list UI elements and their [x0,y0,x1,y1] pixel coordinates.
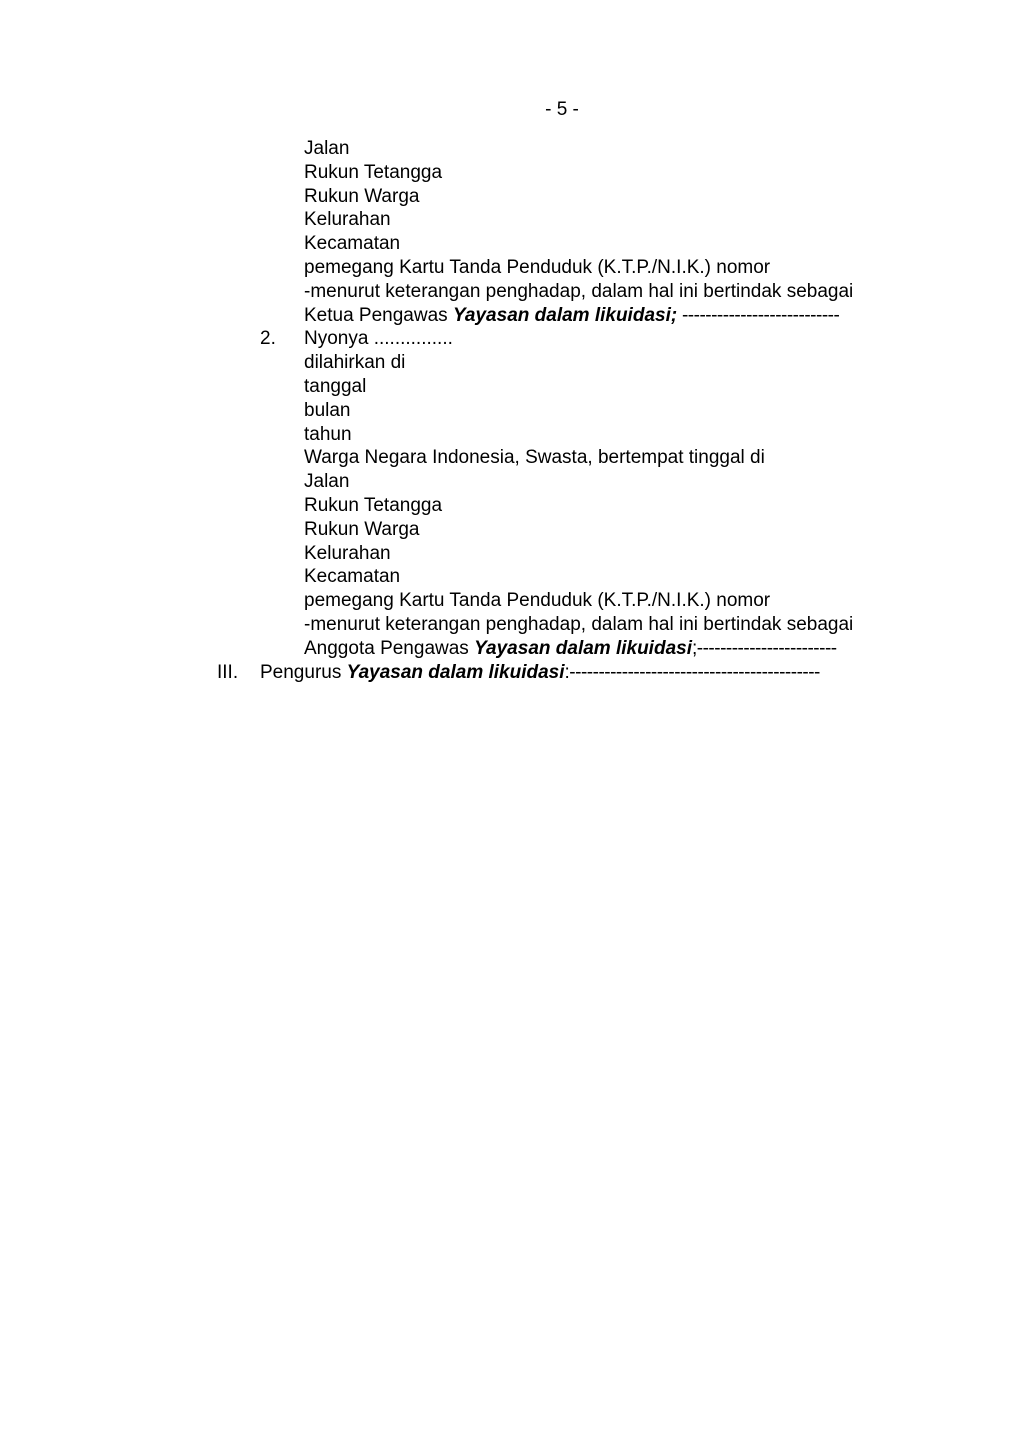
menurut-text: -menurut keterangan penghadap, dalam hal ini bertindak sebagai [304,613,854,635]
tanggal-label: tanggal [304,375,367,397]
birth-line [0,399,1024,423]
kelurahan-label: Kelurahan [304,209,391,231]
rukun-tetangga-label: Rukun Tetangga [304,161,443,183]
section-3-dashes: :------------------------------------------- [564,661,820,683]
role-prefix: Anggota Pengawas [304,637,475,659]
role-text [304,304,908,328]
document-body [0,137,1024,684]
address-line [0,208,1024,232]
page-number: - 5 - [545,99,579,120]
section-3-text [260,661,908,685]
section-3-bold: Yayasan dalam likuidasi [346,661,565,683]
address-line [0,137,1024,161]
menurut-line [0,280,1024,304]
ktp-text: pemegang Kartu Tanda Penduduk (K.T.P./N.I.K.) nomor [304,590,771,612]
role-prefix: Ketua Pengawas [304,304,453,326]
section-3-prefix: Pengurus [260,661,347,683]
item-2-number: 2. [260,328,276,350]
ktp-line [0,256,1024,280]
role-dashes: --------------------------- [677,304,840,326]
jalan-label: Jalan [304,138,350,159]
menurut-text: -menurut keterangan penghadap, dalam hal ini bertindak sebagai [304,280,854,302]
section-3-header [0,661,1024,685]
ktp-text: pemegang Kartu Tanda Penduduk (K.T.P./N.I.K.) nomor [304,256,771,278]
role-line [0,637,1024,661]
item-2-header [0,327,1024,351]
role-bold: Yayasan dalam likuidasi [474,637,692,659]
address-line [0,518,1024,542]
kelurahan-label: Kelurahan [304,542,391,564]
item-2-name: Nyonya ............... [304,328,453,350]
tahun-label: tahun [304,423,352,445]
rukun-warga-label: Rukun Warga [304,185,420,207]
role-bold: Yayasan dalam likuidasi; [452,304,678,326]
birth-line [0,375,1024,399]
kecamatan-label: Kecamatan [304,566,401,588]
jalan-label: Jalan [304,471,350,493]
warga-text: Warga Negara Indonesia, Swasta, bertempat tinggal di [304,447,765,469]
address-line [0,161,1024,185]
citizenship-line [0,446,1024,470]
kecamatan-label: Kecamatan [304,233,401,255]
ktp-line [0,589,1024,613]
menurut-line [0,613,1024,637]
role-line [0,304,1024,328]
rukun-tetangga-label: Rukun Tetangga [304,494,443,516]
address-line [0,470,1024,494]
bulan-label: bulan [304,399,351,421]
section-3-number: III. [217,661,239,683]
address-line [0,232,1024,256]
address-line [0,494,1024,518]
birth-line [0,423,1024,447]
birth-line [0,351,1024,375]
role-dashes: ;------------------------ [691,637,837,659]
role-text [304,637,908,661]
rukun-warga-label: Rukun Warga [304,518,420,540]
address-line [0,565,1024,589]
address-line [0,185,1024,209]
dilahirkan-label: dilahirkan di [304,352,406,374]
address-line [0,542,1024,566]
